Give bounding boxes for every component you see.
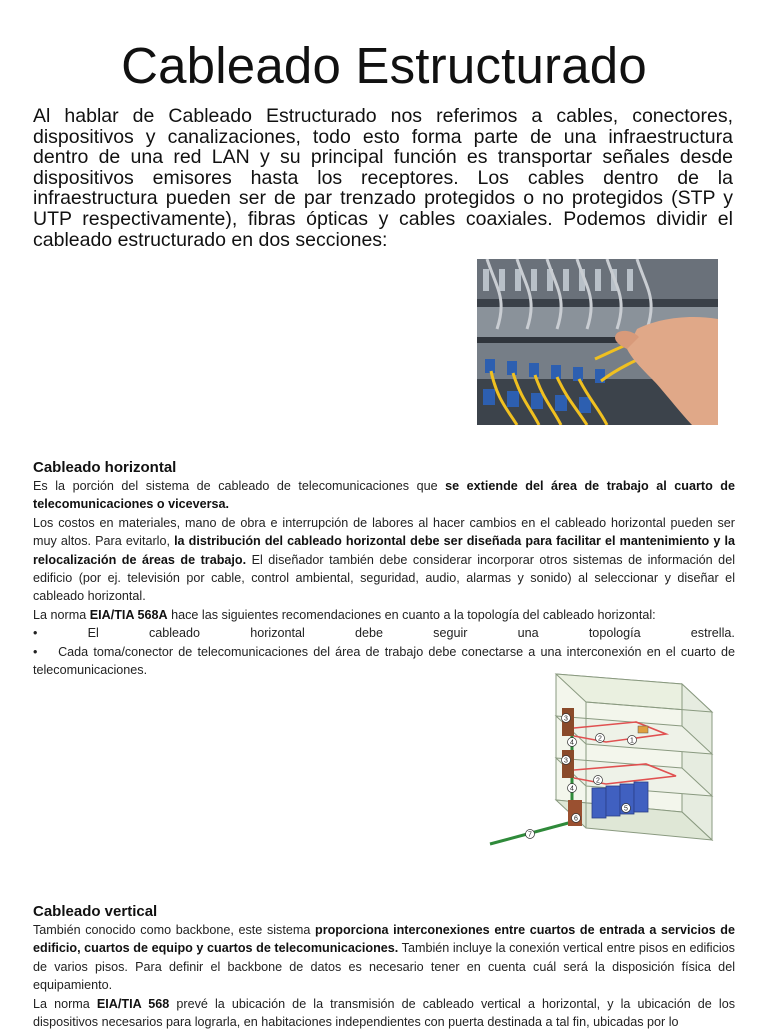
svg-text:5: 5 [624, 805, 628, 813]
svg-text:2: 2 [598, 735, 602, 743]
callout-3-top [562, 714, 571, 723]
bullet-item-1: • El cableado horizontal debe seguir una topología estrella. [33, 626, 735, 641]
callout-7 [526, 830, 535, 839]
patch-panel-photo [477, 259, 718, 425]
horizontal-section [33, 458, 735, 679]
bullet-item-2: • Cada toma/conector de telecomunicaciones del área de trabajo debe conectarse a una interconexión en el cuarto de telecomunicaciones. [33, 644, 735, 678]
svg-text:4: 4 [570, 785, 574, 793]
vertical-heading: Cableado vertical [33, 903, 158, 920]
svg-text:1: 1 [630, 737, 634, 745]
callout-3-mid [562, 756, 571, 765]
horizontal-heading: Cableado horizontal [33, 459, 177, 476]
svg-text:7: 7 [528, 831, 532, 839]
callout-1 [628, 736, 637, 745]
intro-paragraph: Al hablar de Cableado Estructurado nos referimos a cables, conectores, dispositivos y canalizaciones, todo esto forma parte de una infraestructura dentro de una red LAN y su principal función es transportar señales desde dispositivos emisores hasta los receptores. Los cables dentro de la infraestructura pueden ser de par trenzado protegidos o no protegidos (STP y UTP respectivamente), fibras ópticas y cables coaxiales. Podemos dividir el cableado estructurado en dos secciones: [33, 105, 733, 251]
vertical-section [33, 902, 735, 1031]
building-cabling-diagram [486, 672, 716, 862]
callout-5 [622, 804, 631, 813]
callout-2-mid [594, 776, 603, 785]
callout-2-top [596, 734, 605, 743]
page-title: Cableado Estructurado [121, 37, 647, 94]
horizontal-paragraph-2: Los costos en materiales, mano de obra e interrupción de labores al hacer cambios en el cableado horizontal pueden ser muy altos. Para evitarlo, la distribución del cableado horizontal debe ser diseñada para facilitar el mantenimiento y la relocalización de áreas de trabajo. El diseñador también debe considerar incorporar otros sistemas de información del edificio (por ej. televisión por cable, control ambiental, seguridad, audio, alarmas y sonido) al seleccionar y diseñar el cableado horizontal. [33, 515, 735, 604]
vertical-paragraph-2: La norma EIA/TIA 568 prevé la ubicación de la transmisión de cableado vertical a horizontal, y la ubicación de los dispositivos necesarios para lograrla, en habitaciones independientes con puerta destinada a tal fin, ubicadas por lo [33, 996, 735, 1030]
svg-text:3: 3 [564, 715, 568, 723]
callout-6 [572, 814, 581, 823]
callout-4-mid [568, 784, 577, 793]
callout-4-top [568, 738, 577, 747]
svg-text:2: 2 [596, 777, 600, 785]
horizontal-paragraph-3: La norma EIA/TIA 568A hace las siguientes recomendaciones en cuanto a la topología del cableado horizontal: [33, 607, 656, 622]
horizontal-paragraph-1: Es la porción del sistema de cableado de telecomunicaciones que se extiende del área de trabajo al cuarto de telecomunicaciones o viceversa. [33, 479, 735, 512]
svg-text:3: 3 [564, 757, 568, 765]
svg-text:6: 6 [574, 815, 578, 823]
vertical-paragraph-1: También conocido como backbone, este sistema proporciona interconexiones entre cuartos de entrada a servicios de edificio, cuartos de equipo y cuartos de telecomunicaciones. También incluye la conexión vertical entre pisos en edificios de varios pisos. Para definir el backbone de datos es necesario tener en cuenta cuál será la disposición física del equipamiento. [33, 923, 735, 993]
svg-text:4: 4 [570, 739, 574, 747]
